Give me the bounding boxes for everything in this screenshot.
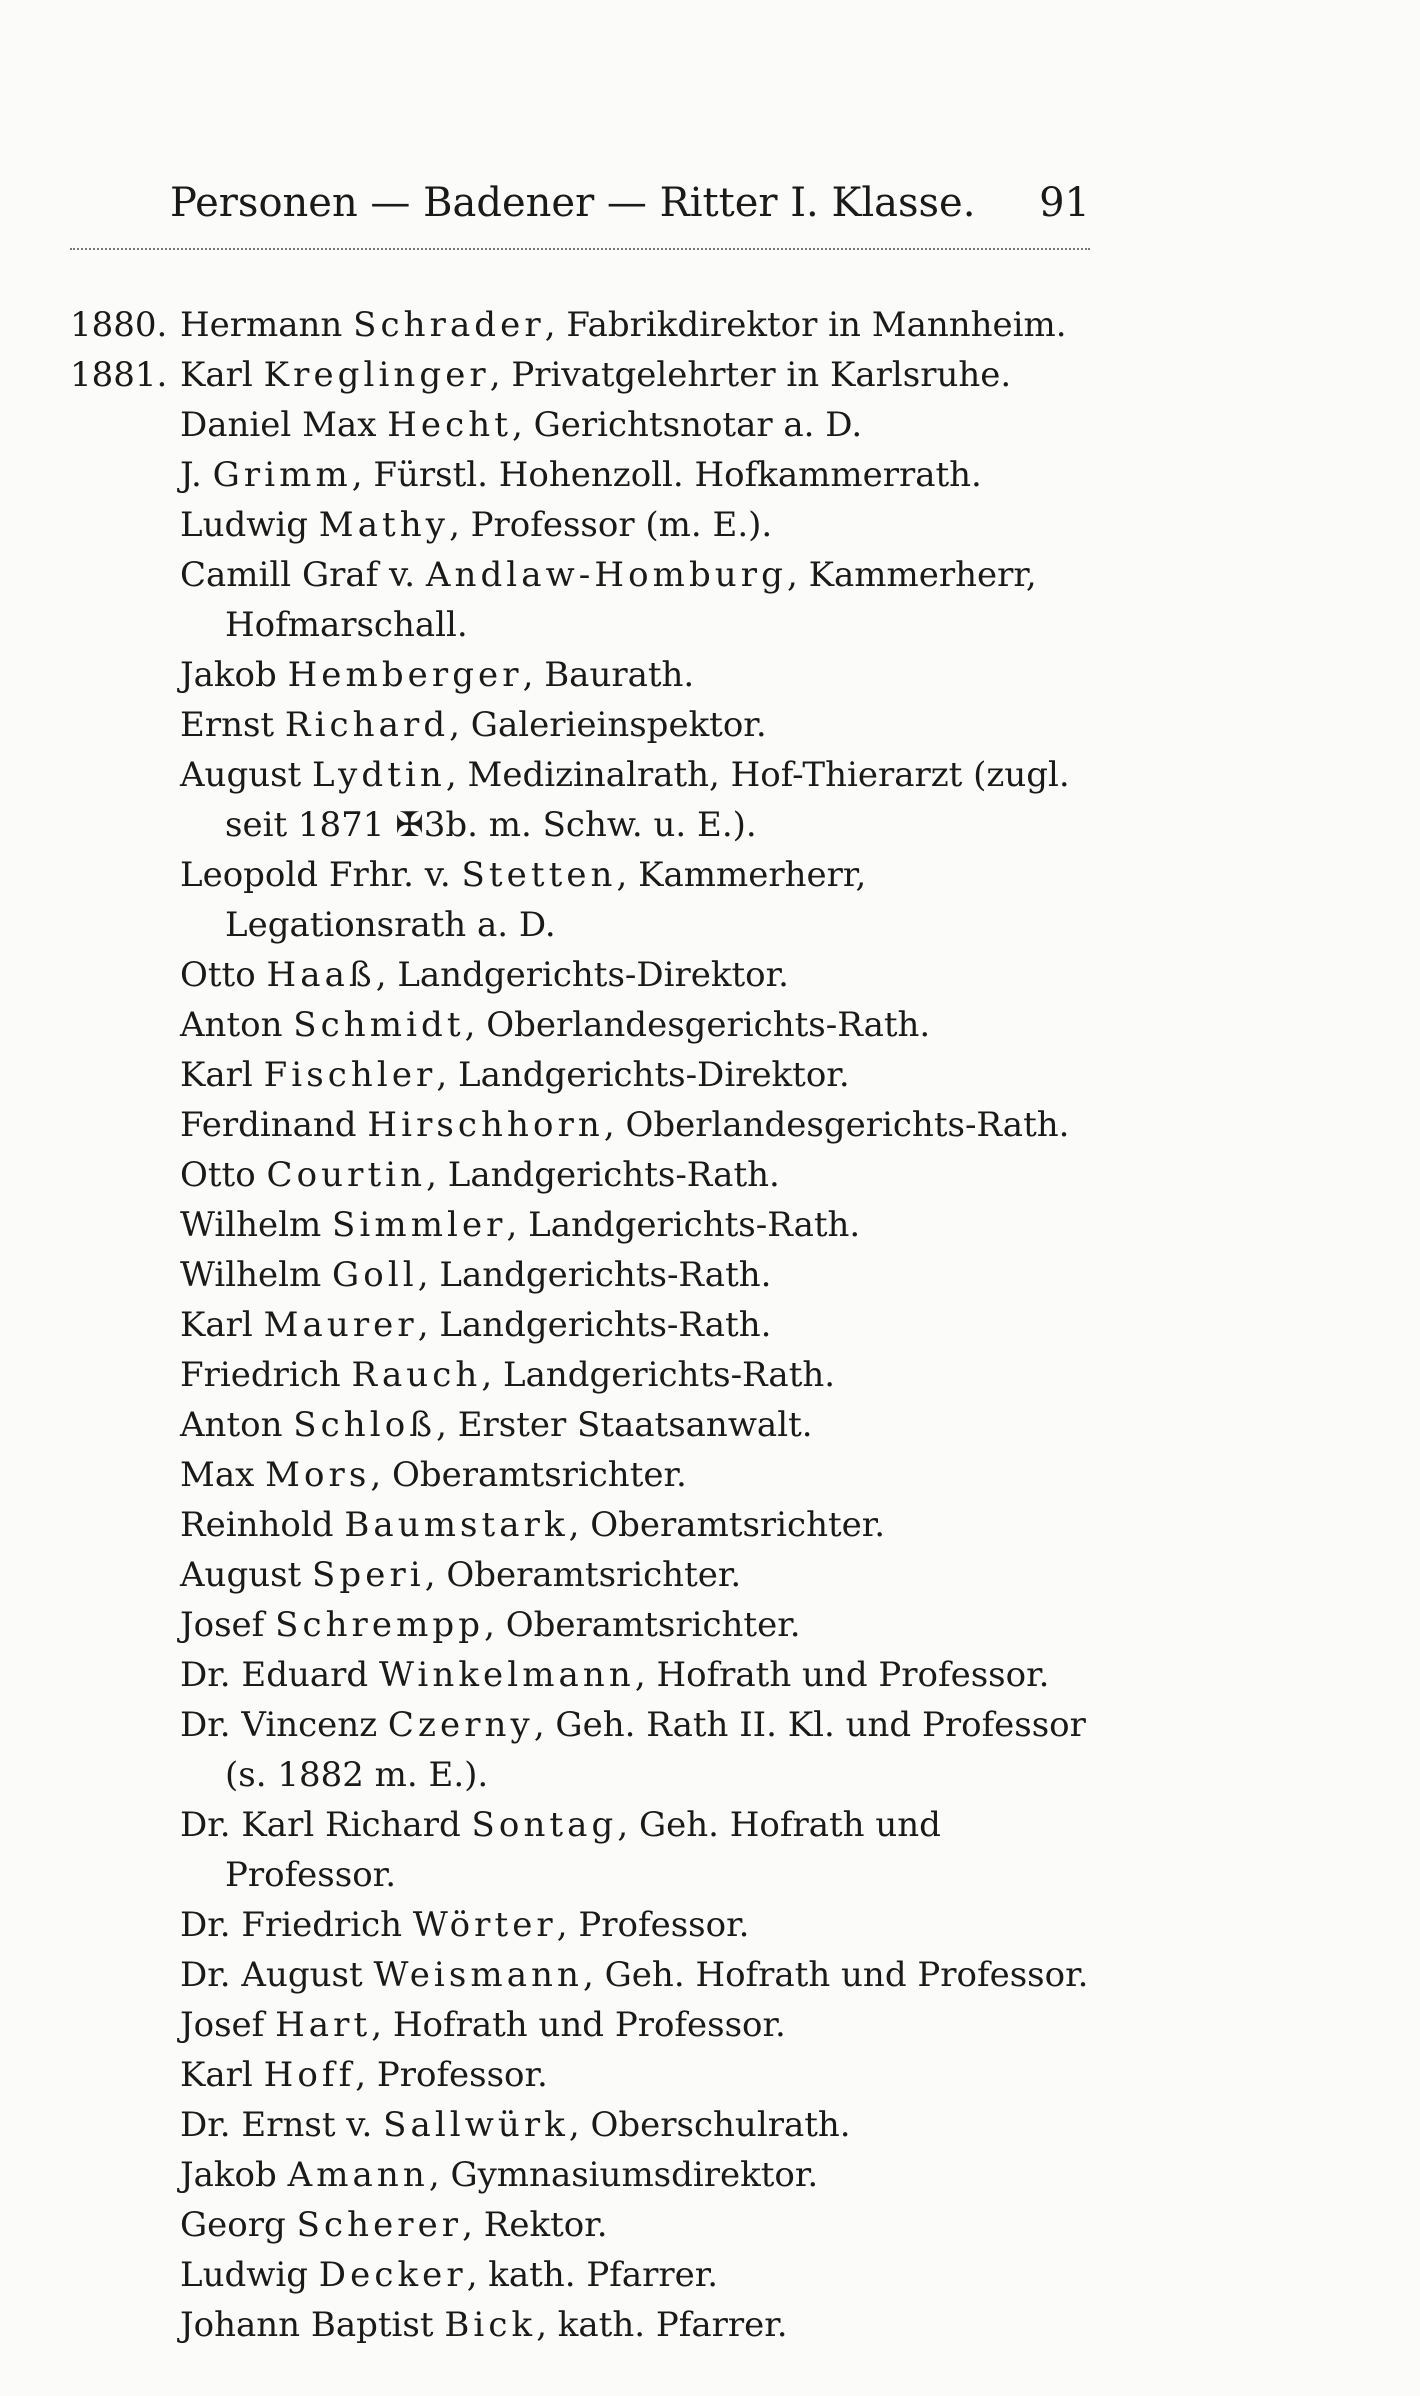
entry-description: , Landgerichts-Rath.: [481, 1355, 836, 1395]
entry-given-name: Friedrich: [180, 1355, 341, 1395]
header-rule: [70, 248, 1090, 250]
entry-description: , Oberamtsrichter.: [424, 1555, 742, 1595]
entry-description: , Landgerichts-Rath.: [506, 1205, 861, 1245]
entry-text: [180, 2150, 1110, 2200]
entry-year: 1881.: [70, 355, 168, 395]
entry-description: , Geh. Rath II. Kl. und Professor (s. 1882 m. E.).: [225, 1705, 1086, 1795]
entry-given-name: Vincenz: [241, 1705, 378, 1745]
entry-text: [180, 1150, 1110, 1200]
entry-given-name: August: [241, 1955, 363, 1995]
entry-text: [180, 1200, 1110, 1250]
entry-given-name: Karl Richard: [241, 1805, 461, 1845]
entry-description: , Oberlandesgerichts-Rath.: [603, 1105, 1070, 1145]
list-item: [70, 1600, 1110, 1650]
entry-description: , Oberlandesgerichts-Rath.: [464, 1005, 931, 1045]
entry-text: [180, 1950, 1110, 2000]
list-item: [70, 2050, 1110, 2100]
entry-surname: Winkelmann: [379, 1655, 635, 1695]
list-item: [70, 300, 1110, 350]
entry-given-name: Karl: [180, 355, 253, 395]
page-number: 91: [1039, 180, 1090, 226]
running-header: [170, 180, 1090, 240]
entry-text: [180, 650, 1110, 700]
entry-surname: Scherer: [296, 2205, 463, 2245]
list-item: [70, 2300, 1110, 2350]
entry-text: [180, 300, 1110, 350]
entry-description: , kath. Pfarrer.: [536, 2305, 788, 2345]
entry-text: [180, 1550, 1110, 1600]
entry-description: , Gerichtsnotar a. D.: [511, 405, 863, 445]
list-item: [70, 350, 1110, 400]
entry-text: [180, 2300, 1110, 2350]
entry-text: [180, 1450, 1110, 1500]
entry-surname: Schloß: [293, 1405, 437, 1445]
entry-surname: Hemberger: [287, 655, 523, 695]
list-item: [70, 1150, 1110, 1200]
list-item: [70, 450, 1110, 500]
list-item: [70, 1250, 1110, 1300]
entry-text: [180, 2250, 1110, 2300]
entry-surname: Czerny: [387, 1705, 534, 1745]
list-item: [70, 950, 1110, 1000]
entry-given-name: Ludwig: [180, 505, 308, 545]
entry-text: [180, 1700, 1110, 1800]
entry-given-name: Eduard: [241, 1655, 369, 1695]
entry-text: [180, 1100, 1110, 1150]
entry-text: [180, 1350, 1110, 1400]
list-item: [70, 2000, 1110, 2050]
entry-given-name: Camill Graf v.: [180, 555, 416, 595]
list-item: [70, 1800, 1110, 1900]
entry-description: , Oberschulrath.: [568, 2105, 851, 2145]
entry-text: [180, 400, 1110, 450]
entry-given-name: Leopold Frhr. v.: [180, 855, 451, 895]
entry-surname: Baumstark: [344, 1505, 569, 1545]
entry-surname: Courtin: [266, 1155, 427, 1195]
entry-surname: Hart: [275, 2005, 372, 2045]
list-item: [70, 1350, 1110, 1400]
entry-surname: Goll: [332, 1255, 418, 1295]
list-item: [70, 700, 1110, 750]
entry-given-name: Ernst v.: [241, 2105, 373, 2145]
entry-surname: Speri: [312, 1555, 425, 1595]
entry-given-name: J.: [180, 455, 202, 495]
entry-description: , Landgerichts-Rath.: [417, 1305, 772, 1345]
entry-description: , Medizinalrath, Hof-Thierarzt (zugl. seit 1871 ✠3b. m. Schw. u. E.).: [225, 755, 1070, 845]
entry-prefix: Dr.: [180, 2105, 231, 2145]
entry-surname: Mors: [265, 1455, 371, 1495]
list-item: [70, 1500, 1110, 1550]
entry-given-name: Wilhelm: [180, 1255, 322, 1295]
entry-given-name: Hermann: [180, 305, 343, 345]
list-item: [70, 1000, 1110, 1050]
entry-given-name: Karl: [180, 1305, 253, 1345]
list-item: [70, 1650, 1110, 1700]
entry-text: [180, 750, 1110, 850]
entry-given-name: Max: [180, 1455, 255, 1495]
entry-surname: Andlaw-Homburg: [425, 555, 787, 595]
entry-text: [180, 1900, 1110, 1950]
entry-surname: Hoff: [263, 2055, 356, 2095]
list-item: [70, 400, 1110, 450]
entry-text: [180, 1500, 1110, 1550]
list-item: [70, 1450, 1110, 1500]
entry-text: [180, 700, 1110, 750]
entry-text: [180, 350, 1110, 400]
entry-given-name: Johann Baptist: [180, 2305, 434, 2345]
entry-given-name: Ferdinand: [180, 1105, 357, 1145]
entry-given-name: Jakob: [180, 655, 277, 695]
list-item: [70, 1900, 1110, 1950]
entry-given-name: Daniel Max: [180, 405, 377, 445]
entry-given-name: Otto: [180, 955, 256, 995]
entry-description: , Fürstl. Hohenzoll. Hofkammerrath.: [351, 455, 982, 495]
entry-description: , Hofrath und Professor.: [371, 2005, 786, 2045]
entry-description: , Fabrikdirektor in Mannheim.: [544, 305, 1067, 345]
list-item: [70, 2250, 1110, 2300]
list-item: [70, 2100, 1110, 2150]
entry-surname: Simmler: [332, 1205, 507, 1245]
entry-description: , Galerieinspektor.: [449, 705, 767, 745]
entry-surname: Maurer: [263, 1305, 418, 1345]
entry-description: , Professor.: [556, 1905, 750, 1945]
list-item: [70, 1200, 1110, 1250]
entry-surname: Decker: [318, 2255, 467, 2295]
entry-given-name: Josef: [180, 1605, 265, 1645]
entry-given-name: Anton: [180, 1405, 283, 1445]
entry-given-name: Karl: [180, 2055, 253, 2095]
header-title: Personen — Badener — Ritter I. Klasse.: [170, 180, 976, 226]
entry-surname: Schrempp: [275, 1605, 485, 1645]
entry-description: , Hofrath und Professor.: [634, 1655, 1050, 1695]
list-item: [70, 1050, 1110, 1100]
entry-surname: Schmidt: [293, 1005, 465, 1045]
list-item: [70, 1400, 1110, 1450]
entry-list: [70, 300, 1110, 2350]
entry-surname: Schrader: [353, 305, 545, 345]
entry-prefix: Dr.: [180, 1905, 231, 1945]
entry-text: [180, 1400, 1110, 1450]
list-item: [70, 2150, 1110, 2200]
list-item: [70, 550, 1110, 650]
entry-text: [180, 2000, 1110, 2050]
entry-surname: Rauch: [351, 1355, 482, 1395]
entry-surname: Sallwürk: [383, 2105, 569, 2145]
entry-surname: Bick: [444, 2305, 537, 2345]
entry-description: , Oberamtsrichter.: [568, 1505, 886, 1545]
entry-given-name: Otto: [180, 1155, 256, 1195]
entry-text: [180, 450, 1110, 500]
list-item: [70, 850, 1110, 950]
list-item: [70, 1100, 1110, 1150]
entry-surname: Richard: [284, 705, 450, 745]
entry-description: , Gymnasiumsdirektor.: [428, 2155, 819, 2195]
entry-text: [180, 1600, 1110, 1650]
entry-given-name: Georg: [180, 2205, 286, 2245]
entry-surname: Lydtin: [312, 755, 446, 795]
entry-text: [180, 1250, 1110, 1300]
entry-description: , Rektor.: [462, 2205, 608, 2245]
entry-text: [180, 2200, 1110, 2250]
entry-given-name: Wilhelm: [180, 1205, 322, 1245]
entry-surname: Wörter: [412, 1905, 557, 1945]
entry-description: , Landgerichts-Direktor.: [375, 955, 789, 995]
entry-year: 1880.: [70, 305, 168, 345]
entry-text: [180, 1050, 1110, 1100]
entry-text: [180, 950, 1110, 1000]
entry-prefix: Dr.: [180, 1805, 231, 1845]
list-item: [70, 650, 1110, 700]
entry-description: , Landgerichts-Rath.: [417, 1255, 772, 1295]
list-item: [70, 2200, 1110, 2250]
list-item: [70, 1700, 1110, 1800]
entry-given-name: Ludwig: [180, 2255, 308, 2295]
entry-surname: Kreglinger: [263, 355, 490, 395]
entry-given-name: Josef: [180, 2005, 265, 2045]
entry-description: , Privatgelehrter in Karlsruhe.: [489, 355, 1012, 395]
entry-description: , Kammerherr, Legationsrath a. D.: [225, 855, 867, 945]
entry-description: , Baurath.: [522, 655, 695, 695]
list-item: [70, 750, 1110, 850]
entry-given-name: Friedrich: [241, 1905, 403, 1945]
entry-given-name: Reinhold: [180, 1505, 334, 1545]
entry-text: [180, 1300, 1110, 1350]
entry-description: , Oberamtsrichter.: [370, 1455, 687, 1495]
entry-surname: Fischler: [263, 1055, 437, 1095]
entry-description: , Landgerichts-Rath.: [426, 1155, 780, 1195]
entry-text: [180, 1000, 1110, 1050]
entry-prefix: Dr.: [180, 1955, 231, 1995]
entry-surname: Hecht: [387, 405, 512, 445]
entry-description: , Landgerichts-Direktor.: [436, 1055, 850, 1095]
entry-text: [180, 550, 1110, 650]
entry-description: , Geh. Hofrath und Professor.: [225, 1805, 941, 1895]
entry-surname: Weismann: [373, 1955, 584, 1995]
entry-description: , Oberamtsrichter.: [484, 1605, 801, 1645]
entry-given-name: Karl: [180, 1055, 253, 1095]
entry-given-name: Jakob: [180, 2155, 277, 2195]
list-item: [70, 500, 1110, 550]
entry-description: , kath. Pfarrer.: [466, 2255, 719, 2295]
list-item: [70, 1950, 1110, 2000]
entry-description: , Professor (m. E.).: [449, 505, 773, 545]
entry-given-name: Anton: [180, 1005, 283, 1045]
entry-surname: Grimm: [212, 455, 352, 495]
entry-text: [180, 1650, 1110, 1700]
entry-surname: Amann: [287, 2155, 429, 2195]
entry-given-name: August: [180, 755, 302, 795]
entry-given-name: Ernst: [180, 705, 275, 745]
entry-description: , Professor.: [355, 2055, 548, 2095]
entry-description: , Erster Staatsanwalt.: [436, 1405, 813, 1445]
entry-description: , Kammerherr, Hofmarschall.: [225, 555, 1037, 645]
entry-surname: Mathy: [318, 505, 450, 545]
entry-prefix: Dr.: [180, 1705, 231, 1745]
entry-surname: Hirschhorn: [367, 1105, 604, 1145]
entry-surname: Sontag: [471, 1805, 618, 1845]
entry-text: [180, 500, 1110, 550]
entry-surname: Haaß: [266, 955, 376, 995]
entry-given-name: August: [180, 1555, 302, 1595]
entry-text: [180, 850, 1110, 950]
entry-surname: Stetten: [461, 855, 617, 895]
entry-text: [180, 1800, 1110, 1900]
entry-text: [180, 2050, 1110, 2100]
list-item: [70, 1550, 1110, 1600]
entry-description: , Geh. Hofrath und Professor.: [583, 1955, 1089, 1995]
list-item: [70, 1300, 1110, 1350]
entry-text: [180, 2100, 1110, 2150]
entry-prefix: Dr.: [180, 1655, 231, 1695]
